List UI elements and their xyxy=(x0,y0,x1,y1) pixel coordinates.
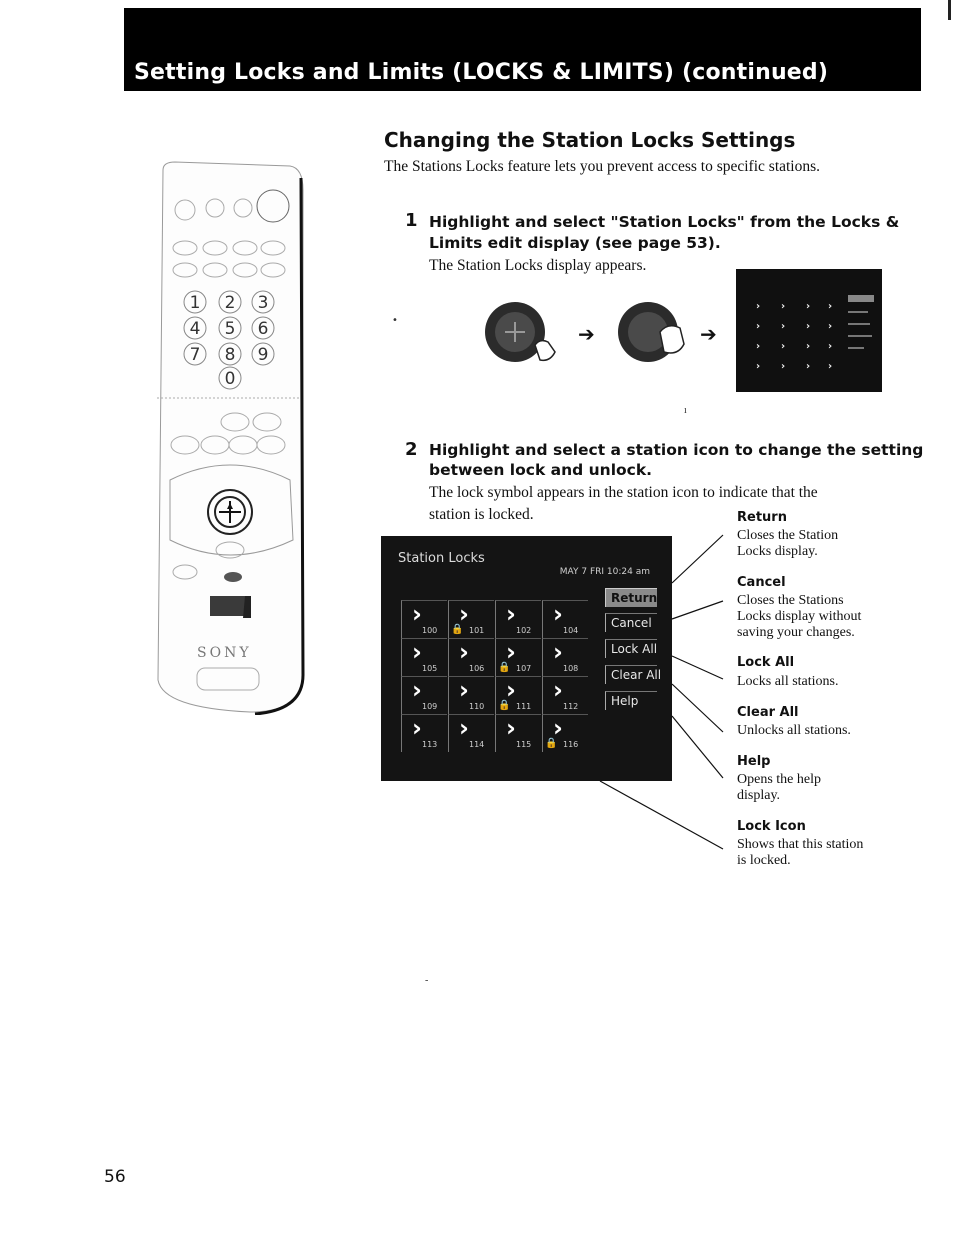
station-number: 105 xyxy=(422,664,438,673)
svg-text:›: › xyxy=(756,341,761,352)
station-icon: › xyxy=(459,638,469,666)
station-tile[interactable] xyxy=(495,638,541,676)
stray-mark: ı xyxy=(684,405,687,416)
station-tile[interactable] xyxy=(448,638,494,676)
station-icon: › xyxy=(459,600,469,628)
station-locks-screen xyxy=(381,536,672,781)
callout-clear-all-label: Clear All xyxy=(737,705,799,720)
lock-icon: 🔒 xyxy=(498,662,511,673)
remote-key-5: 5 xyxy=(224,319,236,339)
callout-help-label: Help xyxy=(737,754,771,769)
header-bar xyxy=(124,8,921,91)
remote-key-1: 1 xyxy=(189,293,201,313)
hand-press-icon xyxy=(660,326,684,353)
svg-text:›: › xyxy=(781,301,786,312)
help-button[interactable]: Help xyxy=(605,691,657,710)
station-icon: › xyxy=(459,676,469,704)
step-2-number: 2 xyxy=(405,439,418,460)
step-1-line-2: Limits edit display (see page 53). xyxy=(429,234,721,252)
station-tile[interactable] xyxy=(542,714,588,752)
station-tile[interactable] xyxy=(401,600,447,638)
step-1-illustration xyxy=(390,290,730,380)
station-number: 107 xyxy=(516,664,532,673)
station-locks-date: MAY 7 FRI 10:24 am xyxy=(559,567,650,577)
callout-lock-icon-label: Lock Icon xyxy=(737,819,806,834)
callout-help-desc-1: Opens the help xyxy=(737,772,821,787)
station-locks-title: Station Locks xyxy=(398,551,485,566)
svg-text:›: › xyxy=(781,341,786,352)
step-2-line-2: between lock and unlock. xyxy=(429,461,653,479)
step-1-body: The Station Locks display appears. xyxy=(429,257,647,274)
svg-text:›: › xyxy=(806,301,811,312)
page-number: 56 xyxy=(104,1167,126,1187)
callout-lock-all-desc: Locks all stations. xyxy=(737,674,839,689)
callout-lock-icon-desc-2: is locked. xyxy=(737,853,791,868)
station-number: 104 xyxy=(563,626,579,635)
svg-text:›: › xyxy=(756,301,761,312)
station-tile[interactable] xyxy=(401,676,447,714)
svg-text:•: • xyxy=(392,315,398,326)
callout-return-desc-2: Locks display. xyxy=(737,544,818,559)
station-icon: › xyxy=(553,638,563,666)
remote-key-7: 7 xyxy=(189,345,201,365)
station-tile[interactable] xyxy=(495,600,541,638)
station-number: 110 xyxy=(469,702,485,711)
station-tile[interactable] xyxy=(448,600,494,638)
remote-key-0: 0 xyxy=(224,369,236,389)
callout-cancel-desc-1: Closes the Stations xyxy=(737,593,844,608)
callout-cancel-label: Cancel xyxy=(737,575,786,590)
step-2-body-2: station is locked. xyxy=(429,506,534,523)
station-icon: › xyxy=(412,676,422,704)
cancel-button[interactable]: Cancel xyxy=(605,613,657,632)
remote-key-4: 4 xyxy=(189,319,201,339)
callout-help-desc-2: display. xyxy=(737,788,781,803)
remote-key-3: 3 xyxy=(257,293,269,313)
remote-control-illustration xyxy=(155,160,305,715)
callout-clear-all-desc: Unlocks all stations. xyxy=(737,723,851,738)
mini-station-locks-screen xyxy=(736,269,882,392)
station-icon: › xyxy=(553,714,563,742)
lock-icon: 🔒 xyxy=(545,738,558,749)
svg-text:›: › xyxy=(806,321,811,332)
station-number: 116 xyxy=(563,740,579,749)
station-tile[interactable] xyxy=(448,676,494,714)
callout-return-desc-1: Closes the Station xyxy=(737,528,839,543)
section-title: Changing the Station Locks Settings xyxy=(384,128,796,152)
station-number: 114 xyxy=(469,740,485,749)
step-1-line-1: Highlight and select "Station Locks" from the Locks & xyxy=(429,213,900,231)
step-2-body-1: The lock symbol appears in the station icon to indicate that the xyxy=(429,484,818,501)
page-header-title: Setting Locks and Limits (LOCKS & LIMITS) (continued) xyxy=(134,60,829,85)
lock-icon: 🔒 xyxy=(451,624,464,635)
station-tile[interactable] xyxy=(401,714,447,752)
station-icon: › xyxy=(459,714,469,742)
station-icon: › xyxy=(506,714,516,742)
station-tile[interactable] xyxy=(542,676,588,714)
arrow-right-icon: ➔ xyxy=(578,322,595,346)
station-icon: › xyxy=(412,600,422,628)
station-icon: › xyxy=(506,676,516,704)
remote-key-6: 6 xyxy=(257,319,269,339)
remote-control-drawing xyxy=(155,160,305,715)
step-1-number: 1 xyxy=(405,210,418,231)
station-number: 109 xyxy=(422,702,438,711)
section-intro: The Stations Locks feature lets you prevent access to specific stations. xyxy=(384,158,821,175)
station-number: 108 xyxy=(563,664,579,673)
clear-all-button[interactable]: Clear All xyxy=(605,665,657,684)
station-number: 113 xyxy=(422,740,438,749)
hand-pointer-icon xyxy=(535,341,555,361)
svg-text:›: › xyxy=(781,321,786,332)
return-button[interactable]: Return xyxy=(605,588,657,607)
svg-text:›: › xyxy=(781,361,786,372)
step-2-line-1: Highlight and select a station icon to change the setting xyxy=(429,441,924,459)
callout-cancel-desc-3: saving your changes. xyxy=(737,625,855,640)
callout-lock-all-label: Lock All xyxy=(737,655,795,670)
station-number: 115 xyxy=(516,740,532,749)
mini-screen-drawing xyxy=(736,269,882,392)
station-tile[interactable] xyxy=(495,714,541,752)
station-icon: › xyxy=(506,638,516,666)
remote-key-9: 9 xyxy=(257,345,269,365)
edge-mark xyxy=(948,0,951,20)
station-tile[interactable] xyxy=(542,600,588,638)
station-number: 112 xyxy=(563,702,579,711)
station-number: 111 xyxy=(516,702,532,711)
lock-icon: 🔒 xyxy=(498,700,511,711)
station-tile[interactable] xyxy=(495,676,541,714)
station-icon: › xyxy=(412,638,422,666)
remote-key-2: 2 xyxy=(224,293,236,313)
station-number: 106 xyxy=(469,664,485,673)
lock-all-button[interactable]: Lock All xyxy=(605,639,657,658)
svg-text:›: › xyxy=(756,321,761,332)
station-icon: › xyxy=(553,676,563,704)
svg-text:›: › xyxy=(806,361,811,372)
station-number: 100 xyxy=(422,626,438,635)
stray-mark: - xyxy=(425,975,429,986)
svg-text:›: › xyxy=(828,341,833,352)
station-icon: › xyxy=(553,600,563,628)
station-tile[interactable] xyxy=(542,638,588,676)
station-grid xyxy=(401,600,589,752)
callout-lock-icon-desc-1: Shows that this station xyxy=(737,837,864,852)
svg-text:›: › xyxy=(756,361,761,372)
remote-brand-logo: SONY xyxy=(197,645,252,661)
station-tile[interactable] xyxy=(401,638,447,676)
svg-text:›: › xyxy=(828,321,833,332)
station-number: 101 xyxy=(469,626,485,635)
station-icon: › xyxy=(412,714,422,742)
callout-return-label: Return xyxy=(737,510,787,525)
station-icon: › xyxy=(506,600,516,628)
callout-cancel-desc-2: Locks display without xyxy=(737,609,862,624)
svg-text:›: › xyxy=(828,301,833,312)
remote-key-8: 8 xyxy=(224,345,236,365)
station-number: 102 xyxy=(516,626,532,635)
svg-text:›: › xyxy=(806,341,811,352)
svg-text:›: › xyxy=(828,361,833,372)
station-tile[interactable] xyxy=(448,714,494,752)
arrow-right-icon-2: ➔ xyxy=(700,322,717,346)
